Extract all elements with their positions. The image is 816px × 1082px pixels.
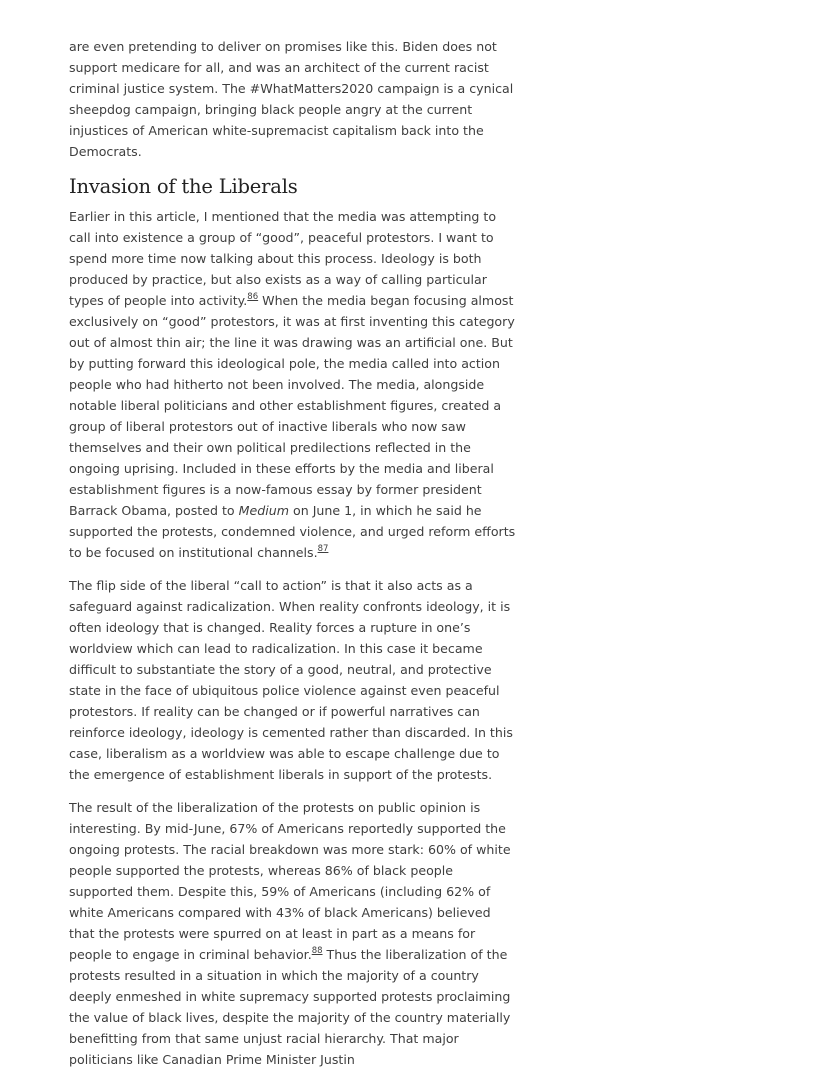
section-heading: Invasion of the Liberals (69, 175, 298, 198)
paragraph: are even pretending to deliver on promises like this. Biden does not support medicare for all, and was an architect of the current racist criminal justice system. The #WhatMatters2020 campaign is a cynical sheepdog campaign, bringing black people angry at the current injustices of American white-supremacist capitalism back into the Democrats. (69, 39, 514, 159)
paragraph: The flip side of the liberal “call to action” is that it also acts as a safeguard against radicalization. When reality confronts ideology, it is often ideology that is changed. Reality forces a rupture in one’s worldview which can lead to radicalization. In this case it became difficult to substantiate the story of a good, neutral, and protective state in the face of ubiquitous police violence against even peaceful protestors. If reality can be changed or if powerful narratives can reinforce ideology, ideology is cemented rather than discarded. In this case, liberalism as a worldview was able to escape challenge due to the emergence of establishment liberals in support of the protests. (69, 578, 513, 782)
footnote-ref (318, 544, 329, 554)
footnote-ref (247, 292, 258, 302)
paragraph-text: Thus the liberalization of the protests resulted in a situation in which the majority of a country deeply enmeshed in white supremacy supported protests proclaiming the value of black lives, despite the majority of the country materially benefitting from that same unjust racial hierarchy. That major politicians like Canadian Prime Minister Justin (69, 947, 511, 1067)
publication-name: Medium (238, 503, 289, 518)
paragraph (69, 206, 519, 563)
footnote-link[interactable]: 86 (247, 292, 259, 302)
paragraph-text: Earlier in this article, I mentioned that the media was attempting to call into existence a group of “good”, peaceful protestors. I want to spend more time now talking about this process. Ideology is both produced by practice, but also exists as a way of calling particular types of people into activity. (69, 209, 497, 308)
footnote-link[interactable]: 87 (317, 544, 329, 554)
article-body (69, 36, 519, 1082)
paragraph-text: When the media began focusing almost exclusively on “good” protestors, it was at first inventing this category out of almost thin air; the line it was drawing was an artificial one. But by putting forward this ideological pole, the media called into action people who had hitherto not been involved. The media, alongside notable liberal politicians and other establishment figures, created a group of liberal protestors out of inactive liberals who now saw themselves and their own political predilections reflected in the ongoing uprising. Included in these efforts by the media and liberal establishment figures is a now-famous essay by former president Barrack Obama, posted to (69, 293, 515, 518)
paragraph (69, 797, 519, 1070)
paragraph-text: The result of the liberalization of the protests on public opinion is interesting. By mid-June, 67% of Americans reportedly supported the ongoing protests. The racial breakdown was more stark: 60% of white people supported the protests, whereas 86% of black people supported them. Despite this, 59% of Americans (including 62% of white Americans compared with 43% of black Americans) believed that the protests were spurred on at least in part as a means for people to engage in criminal behavior. (69, 800, 511, 962)
footnote-link[interactable]: 88 (311, 946, 323, 956)
paragraph-text: on June 1, in which he said he supported the protests, condemned violence, and urged reform efforts to be focused on institutional channels. (69, 503, 516, 560)
footnote-ref (312, 946, 323, 956)
